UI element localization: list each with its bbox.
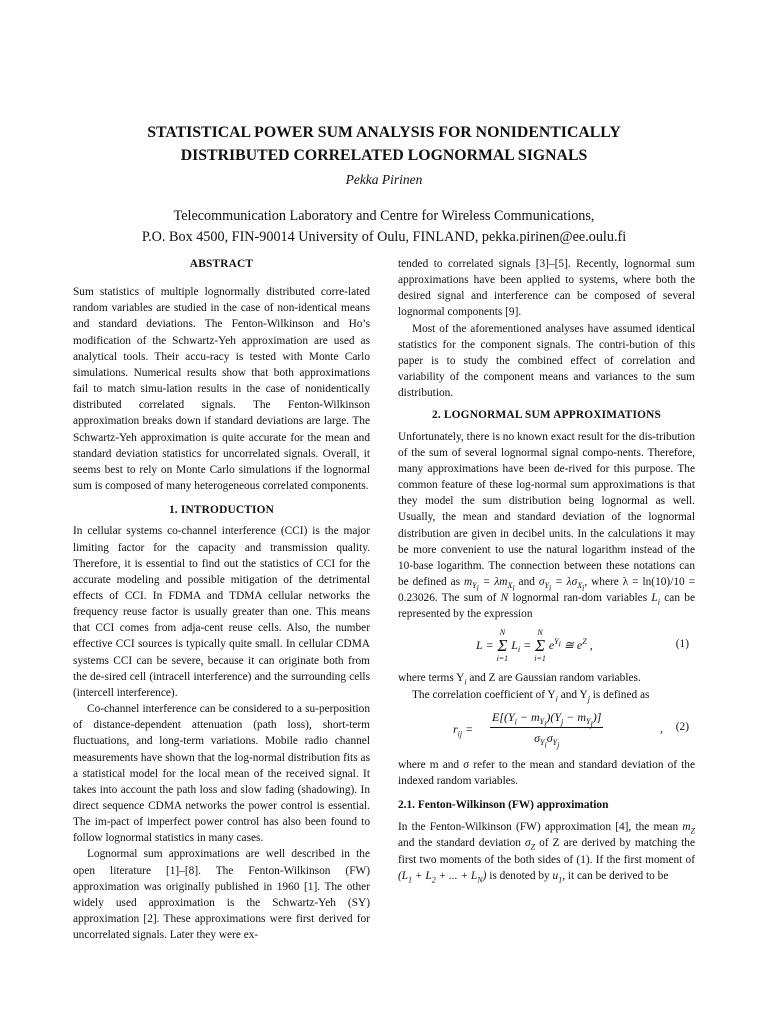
intro-continuation: tended to correlated signals [3]–[5]. Recently, lognormal sum approximations have been applied to systems, where both the desired signal and interference can be composed of several lognormal components [9]. [398, 258, 695, 319]
equation-1 [398, 624, 695, 668]
equation-2: $r_{ij}$ = $E[(Y_i - m_{Y_i})(Y_j - m_{Y_j})]$ $\sigma_{Y_i}\sigma_{Y_j}$ , (2) [453, 709, 689, 750]
inline-math-sigma: $\sigma_{Y_i} = \lambda\sigma_{X_i}$ [538, 575, 585, 593]
sec2-where: , where [584, 575, 619, 588]
sec2-tail-1: . The sum of [434, 592, 501, 605]
affiliation-line-1: Telecommunication Laboratory and Centre for Wireless Communications, [173, 208, 595, 224]
sec2-tail-2: lognormal ran-dom variables [508, 592, 652, 605]
section-2-paragraph: Unfortunately, there is no known exact result for the dis-tribution of the sum of several lognormal signal compo-nents. Therefore, many approximations have been de-rived for this purpose. The common feature of these log-normal sum approximations is that they model the sum distribution being lognormal as well. Usually, the mean and standard deviation of the lognormal distribution are given in decibel units. In the calculations it may be more convenient to use the natural logarithm instead of the 10-base logarithm. The connection between these notations can be defined as $m_{Y_i} = \lambda m_{X_i}$ and $\sigma_{Y_i} = \lambda\sigma_{X_i}$, where λ = ln(10)/10 = 0.23026. The sum of N lognormal ran-dom variables $L_i$ can be represented by the expression [398, 430, 696, 621]
intro-paragraph-1: In cellular systems co-channel interference (CCI) is the major limiting factor for the capacity and transmission quality. Therefore, it is essential to find out the statistics of CCI for the accurate modeling and possible mitigation of the detrimental effects of CCI. In FDMA and TDMA cellular networks the frequency reuse factor is usually greater than one. This means that CCI comes from adja-cent reuse cells. Also, the number effective CCI sources is typically quite small. In cellular CDMA systems CCI can be severe, because it can originate both from the de-sired cell (intracell interference) and the surrounding cells (intercell interference). [73, 525, 370, 699]
paper-title [60, 121, 708, 167]
inline-math-m: $m_{Y_i} = \lambda m_{X_i}$ [463, 575, 515, 593]
right-column [398, 256, 695, 884]
affiliation-line-2: P.O. Box 4500, FIN-90014 University of Oulu, FINLAND, pekka.pirinen@ee.oulu.fi [141, 229, 627, 245]
affiliation [40, 206, 728, 248]
sec2-and: and [518, 575, 535, 588]
sec2-N: N [500, 592, 509, 605]
after-equation-1: where terms $Y_i$ and Z are Gaussian random variables. [398, 672, 641, 687]
equation-2-fraction: $E[(Y_i - m_{Y_i})(Y_j - m_{Y_j})]$ $\sigma_{Y_i}\sigma_{Y_j}$ [492, 709, 602, 750]
equation-1-number: (1) [675, 638, 689, 651]
title-line-1: STATISTICAL POWER SUM ANALYSIS FOR NONIDENTICALLY [147, 124, 621, 141]
equation-1-body: L = N Σ i=1 $L_i = N$ Σ i=1 $e^{Y_i}$ ≅ $e^Z$ , [476, 628, 593, 664]
section-2-heading: 2. LOGNORMAL SUM APPROXIMATIONS [431, 409, 662, 422]
sec2-defined: can be defined as [398, 559, 695, 588]
intro-heading: 1. INTRODUCTION [168, 504, 275, 517]
author-name: Pekka Pirinen [345, 172, 423, 187]
intro-paragraph-3: Lognormal sum approximations are well described in the open literature [1]–[8]. The Fenton-Wilkinson (FW) approximation was originally published in 1960 [1]. The other widely used approximation is the Schwartz-Yeh (SY) approximation [2]. These approximations were first derived for uncorrelated signals. Later they were ex- [73, 848, 370, 942]
sec2-L: L [651, 592, 658, 605]
lambda-definition: λ = ln(10)/10 = 0.23026 [398, 575, 696, 605]
equation-2-lhs: $r_{ij}$ = [453, 721, 474, 739]
after-equation-2: where m and σ refer to the mean and standard deviation of the indexed random variables. [398, 758, 695, 787]
left-column [73, 256, 370, 943]
sec2-text: Unfortunately, there is no known exact result for the dis-tribution of the sum of several lognormal signal compo-nents. Therefore, many approximations have been de-rived for this purpose. The common feature of these log-normal sum approximations is that they model the sum distribution being lognormal as well. Usually, the mean and standard deviation of the lognormal distribution are given in decibel units. In the calculations it may be more convenient to use the natural logarithm instead of the 10-base logarithm. The connection between these notations [398, 430, 695, 572]
title-line-2: DISTRIBUTED CORRELATED LOGNORMAL SIGNALS [180, 147, 588, 164]
sec2-tail-3: can be represented by the expression [398, 592, 695, 621]
subsection-2-1-heading: 2.1. Fenton-Wilkinson (FW) approximation [398, 799, 609, 812]
intro-paragraph-2: Co-channel interference can be considered to a su-perposition of distance-dependent attenuation (path loss), short-term fluctuations, and long-term variations. Mobile radio channel measurements have shown that the log-normal distribution fits as a statistical model for the local mean of the received signal. It takes into account the path loss and slow fading (shadowing). In direct sequence CDMA networks the power control is essential. The im-pact of imperfect power control has also been found to follow lognormal statistics in many cases. [73, 703, 370, 845]
fw-paragraph: In the Fenton-Wilkinson (FW) approximation [4], the mean $m_Z$ and the standard deviation $\sigma_Z$ of Z are derived by matching the first two moments of the both sides of (1). If the first moment of ($L_1 + L_2$ + ... + $L_N$) is denoted by $u_1$, it can be derived to be [398, 821, 696, 884]
contribution-paragraph: Most of the aforementioned analyses have assumed identical statistics for the component signals. The contri-bution of this paper is to study the combined effect of correlation and variability of the component means and variances to the sum distribution. [398, 322, 695, 400]
abstract-heading: ABSTRACT [189, 258, 254, 270]
correlation-line: The correlation coefficient of $Y_i$ and $Y_j$ is defined as [412, 688, 650, 703]
abstract-text: Sum statistics of multiple lognormally distributed corre-lated random variables are studied in the case of non-identical means and standard deviations. The Fenton-Wilkinson and Ho’s modification of the Schwartz-Yeh approximation are used as analytical tools. Their accu-racy is tested with Monte Carlo simulations. Numerical results show that both approximations fail to match simu-lation results in the case of nonidentically distributed correlated signals. The Fenton-Wilkinson approximation breaks down if standard deviations are large. The Schwartz-Yeh approximation is quite accurate for the mean and standard deviation statistics for uncorrelated signals. Overall, it seems best to rely on Monte Carlo simulations if the lognormal sum is composed of many heterogeneous correlated components. [73, 286, 370, 493]
equation-2-number: (2) [675, 720, 689, 733]
